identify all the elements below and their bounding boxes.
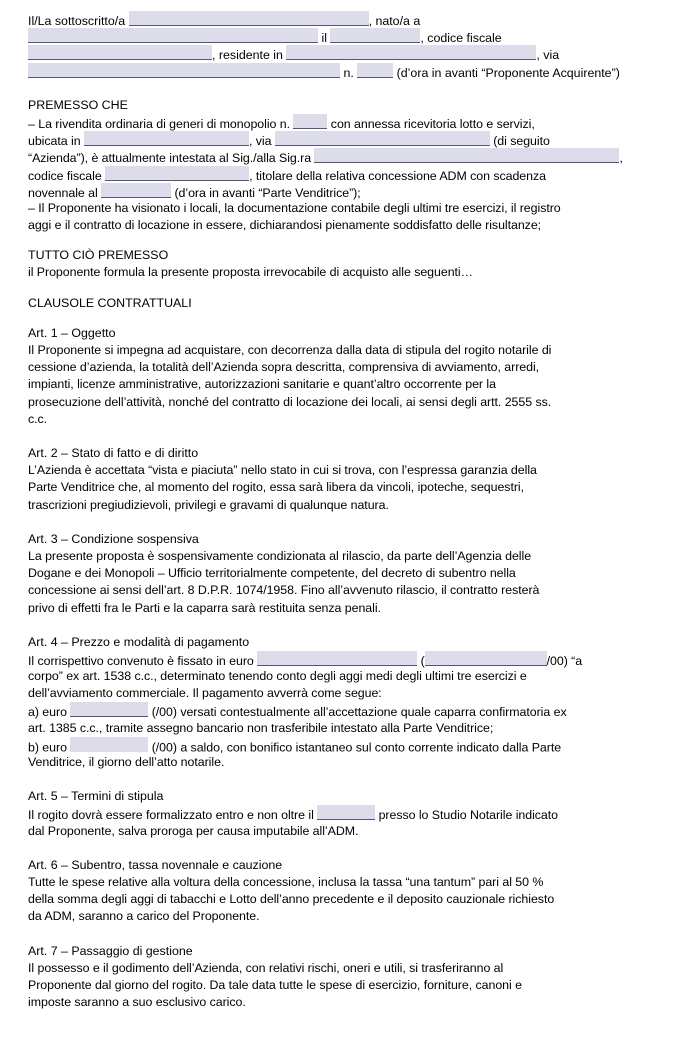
spacer [28, 282, 676, 295]
line-art-1-4 [28, 394, 676, 411]
data-rogito-field[interactable] [317, 805, 375, 820]
parties-line-2 [28, 28, 676, 45]
static-text: della somma degli aggi di tabacchi e Lotto dell’anno precedente e il deposito cauzionale richiesto [28, 892, 555, 907]
static-text: c.c. [28, 411, 48, 426]
section-heading-tutto-cio-premesso: TUTTO CIÒ PREMESSO [28, 248, 169, 263]
section-heading-art-4: Art. 4 – Prezzo e modalità di pagamento [28, 634, 250, 649]
spacer [28, 840, 676, 857]
spacer [28, 514, 676, 531]
static-text: Dogane e dei Monopoli – Ufficio territorialmente competente, del decreto di subentro nella [28, 566, 516, 581]
line-art-4-7 [28, 754, 676, 771]
static-text: Proponente dal giorno del rogito. Da tale data tutte le spese di esercizio, forniture, canoni e [28, 977, 522, 992]
spacer [28, 926, 676, 943]
static-text: Il possesso e il godimento dell’Azienda, con relativi rischi, oneri e utili, si trasferiranno al [28, 960, 504, 975]
line-art-5-2 [28, 823, 676, 840]
luogo-nascita-field[interactable] [28, 28, 318, 43]
static-text: /00) “a [546, 653, 583, 668]
parties-line-1 [28, 11, 676, 28]
section-heading-clausole-contrattuali: CLAUSOLE CONTRATTUALI [28, 295, 192, 310]
codice-fiscale-field[interactable] [28, 45, 212, 60]
line-premesso-che-4 [28, 166, 676, 183]
static-text: n. [340, 65, 358, 80]
static-text: L’Azienda è accettata “vista e piaciuta” nello stato in cui si trova, con l’espressa garanzia della [28, 463, 537, 478]
line-art-7-3 [28, 994, 676, 1011]
section-premesso-che [28, 97, 676, 235]
section-body-tutto-cio-premesso [28, 264, 676, 281]
section-art-6 [28, 857, 676, 926]
spacer [28, 80, 676, 97]
residenza-field[interactable] [286, 45, 536, 60]
static-text: Il corrispettivo convenuto è fissato in euro [28, 653, 258, 668]
line-art-1-5 [28, 411, 676, 428]
static-text: (/00) versati contestualmente all’accettazione quale caparra confirmatoria ex [148, 705, 567, 720]
sections-root [28, 97, 676, 1012]
via-field[interactable] [28, 63, 340, 78]
parties-line-4 [28, 63, 676, 80]
line-premesso-che-7 [28, 217, 676, 234]
spacer [28, 771, 676, 788]
parties-header-block [28, 11, 676, 80]
line-premesso-che-2 [28, 131, 676, 148]
static-text: , nato/a a [368, 14, 421, 28]
section-heading-art-6: Art. 6 – Subentro, tassa novennale e cauzione [28, 857, 283, 872]
codice-fiscale-venditore-field[interactable] [105, 166, 249, 181]
static-text: il Proponente formula la presente proposta irrevocabile di acquisto alle seguenti… [28, 265, 473, 280]
prezzo-lettere-field[interactable] [425, 651, 547, 666]
numero-rivendita-field[interactable] [293, 114, 327, 129]
line-art-3-2 [28, 565, 676, 582]
static-text: La presente proposta è sospensivamente condizionata al rilascio, da parte dell’Agenzia delle [28, 548, 532, 563]
static-text: (/00) a saldo, con bonifico istantaneo sul conto corrente indicato dalla Parte [148, 740, 562, 755]
line-art-6-2 [28, 891, 676, 908]
line-premesso-che-1 [28, 114, 676, 131]
spacer [28, 617, 676, 634]
static-text: – Il Proponente ha visionato i locali, la documentazione contabile degli ultimi tre esercizi, il registro [28, 200, 561, 215]
static-text: , via [248, 134, 275, 149]
caparra-importo-field[interactable] [70, 702, 148, 717]
static-text: presso lo Studio Notarile indicato [375, 808, 559, 823]
document-body [28, 11, 676, 1011]
static-text: da ADM, saranno a carico del Proponente. [28, 909, 260, 924]
static-text: Il rogito dovrà essere formalizzato entro e non oltre il [28, 808, 318, 823]
line-art-5-1 [28, 805, 676, 822]
static-text: Il Proponente si impegna ad acquistare, con decorrenza dalla data di stipula del rogito notarile di [28, 343, 552, 358]
static-text: con annessa ricevitoria lotto e servizi, [327, 116, 535, 131]
static-text: cessione d’azienda, la totalità dell’Azienda sopra descritta, comprensiva di avviamento, arredi, [28, 360, 540, 375]
static-text: imposte saranno a suo esclusivo carico. [28, 995, 246, 1010]
static-text: b) euro [28, 740, 71, 755]
line-art-1-1 [28, 342, 676, 359]
static-text: dal Proponente, salva proroga per causa imputabile all’ADM. [28, 823, 359, 838]
section-art-7 [28, 943, 676, 1012]
static-text: impianti, licenze amministrative, autorizzazioni sanitarie e quant’altro occorrente per la [28, 377, 496, 392]
line-art-3-3 [28, 582, 676, 599]
static-text: Tutte le spese relative alla voltura della concessione, inclusa la tassa “una tantum” pari al 50 % [28, 875, 544, 890]
line-art-4-6 [28, 737, 676, 754]
intestatario-field[interactable] [314, 148, 619, 163]
data-nascita-field[interactable] [330, 28, 420, 43]
ubicazione-via-field[interactable] [275, 131, 490, 146]
static-text: , [619, 151, 623, 166]
section-body-art-5 [28, 805, 676, 839]
static-text: art. 1385 c.c., tramite assegno bancario non trasferibile intestato alla Parte Venditrice; [28, 720, 494, 735]
static-text: dell’avviamento commerciale. Il pagamento avverrà come segue: [28, 686, 382, 701]
numero-civico-field[interactable] [357, 63, 393, 78]
spacer [28, 234, 676, 247]
line-art-4-1 [28, 651, 676, 668]
static-text: , titolare della relativa concessione ADM con scadenza [249, 168, 546, 183]
line-art-2-2 [28, 479, 676, 496]
static-text: a) euro [28, 705, 71, 720]
line-art-4-2 [28, 668, 676, 685]
static-text: (di seguito [489, 134, 550, 149]
line-art-1-3 [28, 376, 676, 393]
saldo-importo-field[interactable] [70, 737, 148, 752]
section-art-4 [28, 634, 676, 772]
static-text: , residente in [212, 48, 287, 63]
spacer [28, 312, 676, 325]
section-art-2 [28, 445, 676, 514]
section-heading-premesso-che: PREMESSO CHE [28, 97, 128, 112]
section-art-5 [28, 788, 676, 840]
section-body-art-3 [28, 548, 676, 617]
section-heading-art-3: Art. 3 – Condizione sospensiva [28, 531, 199, 546]
static-text: Il/La sottoscritto/a [28, 14, 129, 28]
static-text: (d’ora in avanti “Proponente Acquirente”) [393, 65, 620, 80]
line-premesso-che-5 [28, 183, 676, 200]
line-premesso-che-3 [28, 148, 676, 165]
section-body-premesso-che [28, 114, 676, 234]
static-text: Venditrice, il giorno dell’atto notarile. [28, 755, 225, 770]
nome-cognome-field[interactable] [129, 11, 369, 26]
section-body-art-1 [28, 342, 676, 428]
parties-line-3 [28, 45, 676, 62]
section-body-art-7 [28, 960, 676, 1012]
spacer [28, 428, 676, 445]
line-art-1-2 [28, 359, 676, 376]
static-text: – La rivendita ordinaria di generi di monopolio n. [28, 116, 294, 131]
static-text: codice fiscale [28, 168, 106, 183]
static-text: privo di effetti fra le Parti e la caparra sarà restituita senza penali. [28, 600, 381, 615]
line-art-3-1 [28, 548, 676, 565]
section-heading-art-5: Art. 5 – Termini di stipula [28, 789, 164, 804]
section-heading-art-2: Art. 2 – Stato di fatto e di diritto [28, 446, 199, 460]
static-text: ( [417, 653, 425, 668]
line-art-4-5 [28, 720, 676, 737]
section-body-art-2 [28, 462, 676, 514]
section-art-3 [28, 531, 676, 617]
section-heading-art-1: Art. 1 – Oggetto [28, 325, 116, 340]
line-art-4-4 [28, 702, 676, 719]
static-text: Parte Venditrice che, al momento del rogito, essa sarà libera da vincoli, ipoteche, sequestri, [28, 480, 525, 495]
section-clausole-contrattuali [28, 295, 676, 312]
static-text: , codice fiscale [420, 31, 502, 46]
line-premesso-che-6 [28, 200, 676, 217]
static-text: novennale al [28, 185, 102, 200]
static-text: prosecuzione dell’attività, nonché del contratto di locazione dei locali, ai sensi degli artt. 2555 ss. [28, 394, 552, 409]
section-tutto-cio-premesso [28, 247, 676, 281]
static-text: il [318, 31, 331, 46]
static-text: , via [536, 48, 560, 63]
line-tutto-cio-premesso-1 [28, 264, 676, 281]
section-heading-art-7: Art. 7 – Passaggio di gestione [28, 943, 193, 958]
static-text: concessione ai sensi dell’art. 8 D.P.R. 1074/1958. Fino all’avvenuto rilascio, il contratto resterà [28, 583, 540, 598]
static-text: “Azienda”), è attualmente intestata al Sig./alla Sig.ra [28, 151, 315, 166]
line-art-7-1 [28, 960, 676, 977]
line-art-6-1 [28, 874, 676, 891]
static-text: ubicata in [28, 134, 84, 149]
prezzo-cifre-field[interactable] [257, 651, 417, 666]
scadenza-novennale-field[interactable] [101, 183, 171, 198]
static-text: trascrizioni pregiudizievoli, privilegi e gravami di qualunque natura. [28, 497, 389, 512]
section-art-1 [28, 325, 676, 428]
section-body-art-6 [28, 874, 676, 926]
line-art-2-3 [28, 497, 676, 514]
line-art-6-3 [28, 908, 676, 925]
line-art-2-1 [28, 462, 676, 479]
line-art-7-2 [28, 977, 676, 994]
line-art-3-4 [28, 600, 676, 617]
section-body-art-4 [28, 651, 676, 771]
static-text: (d’ora in avanti “Parte Venditrice”); [171, 185, 361, 200]
ubicazione-field[interactable] [84, 131, 249, 146]
static-text: aggi e il contratto di locazione in essere, dichiarandosi pienamente soddisfatto delle risultanze; [28, 218, 542, 233]
static-text: corpo” ex art. 1538 c.c., determinato tenendo conto degli aggi medi degli ultimi tre esercizi e [28, 669, 527, 684]
line-art-4-3 [28, 685, 676, 702]
